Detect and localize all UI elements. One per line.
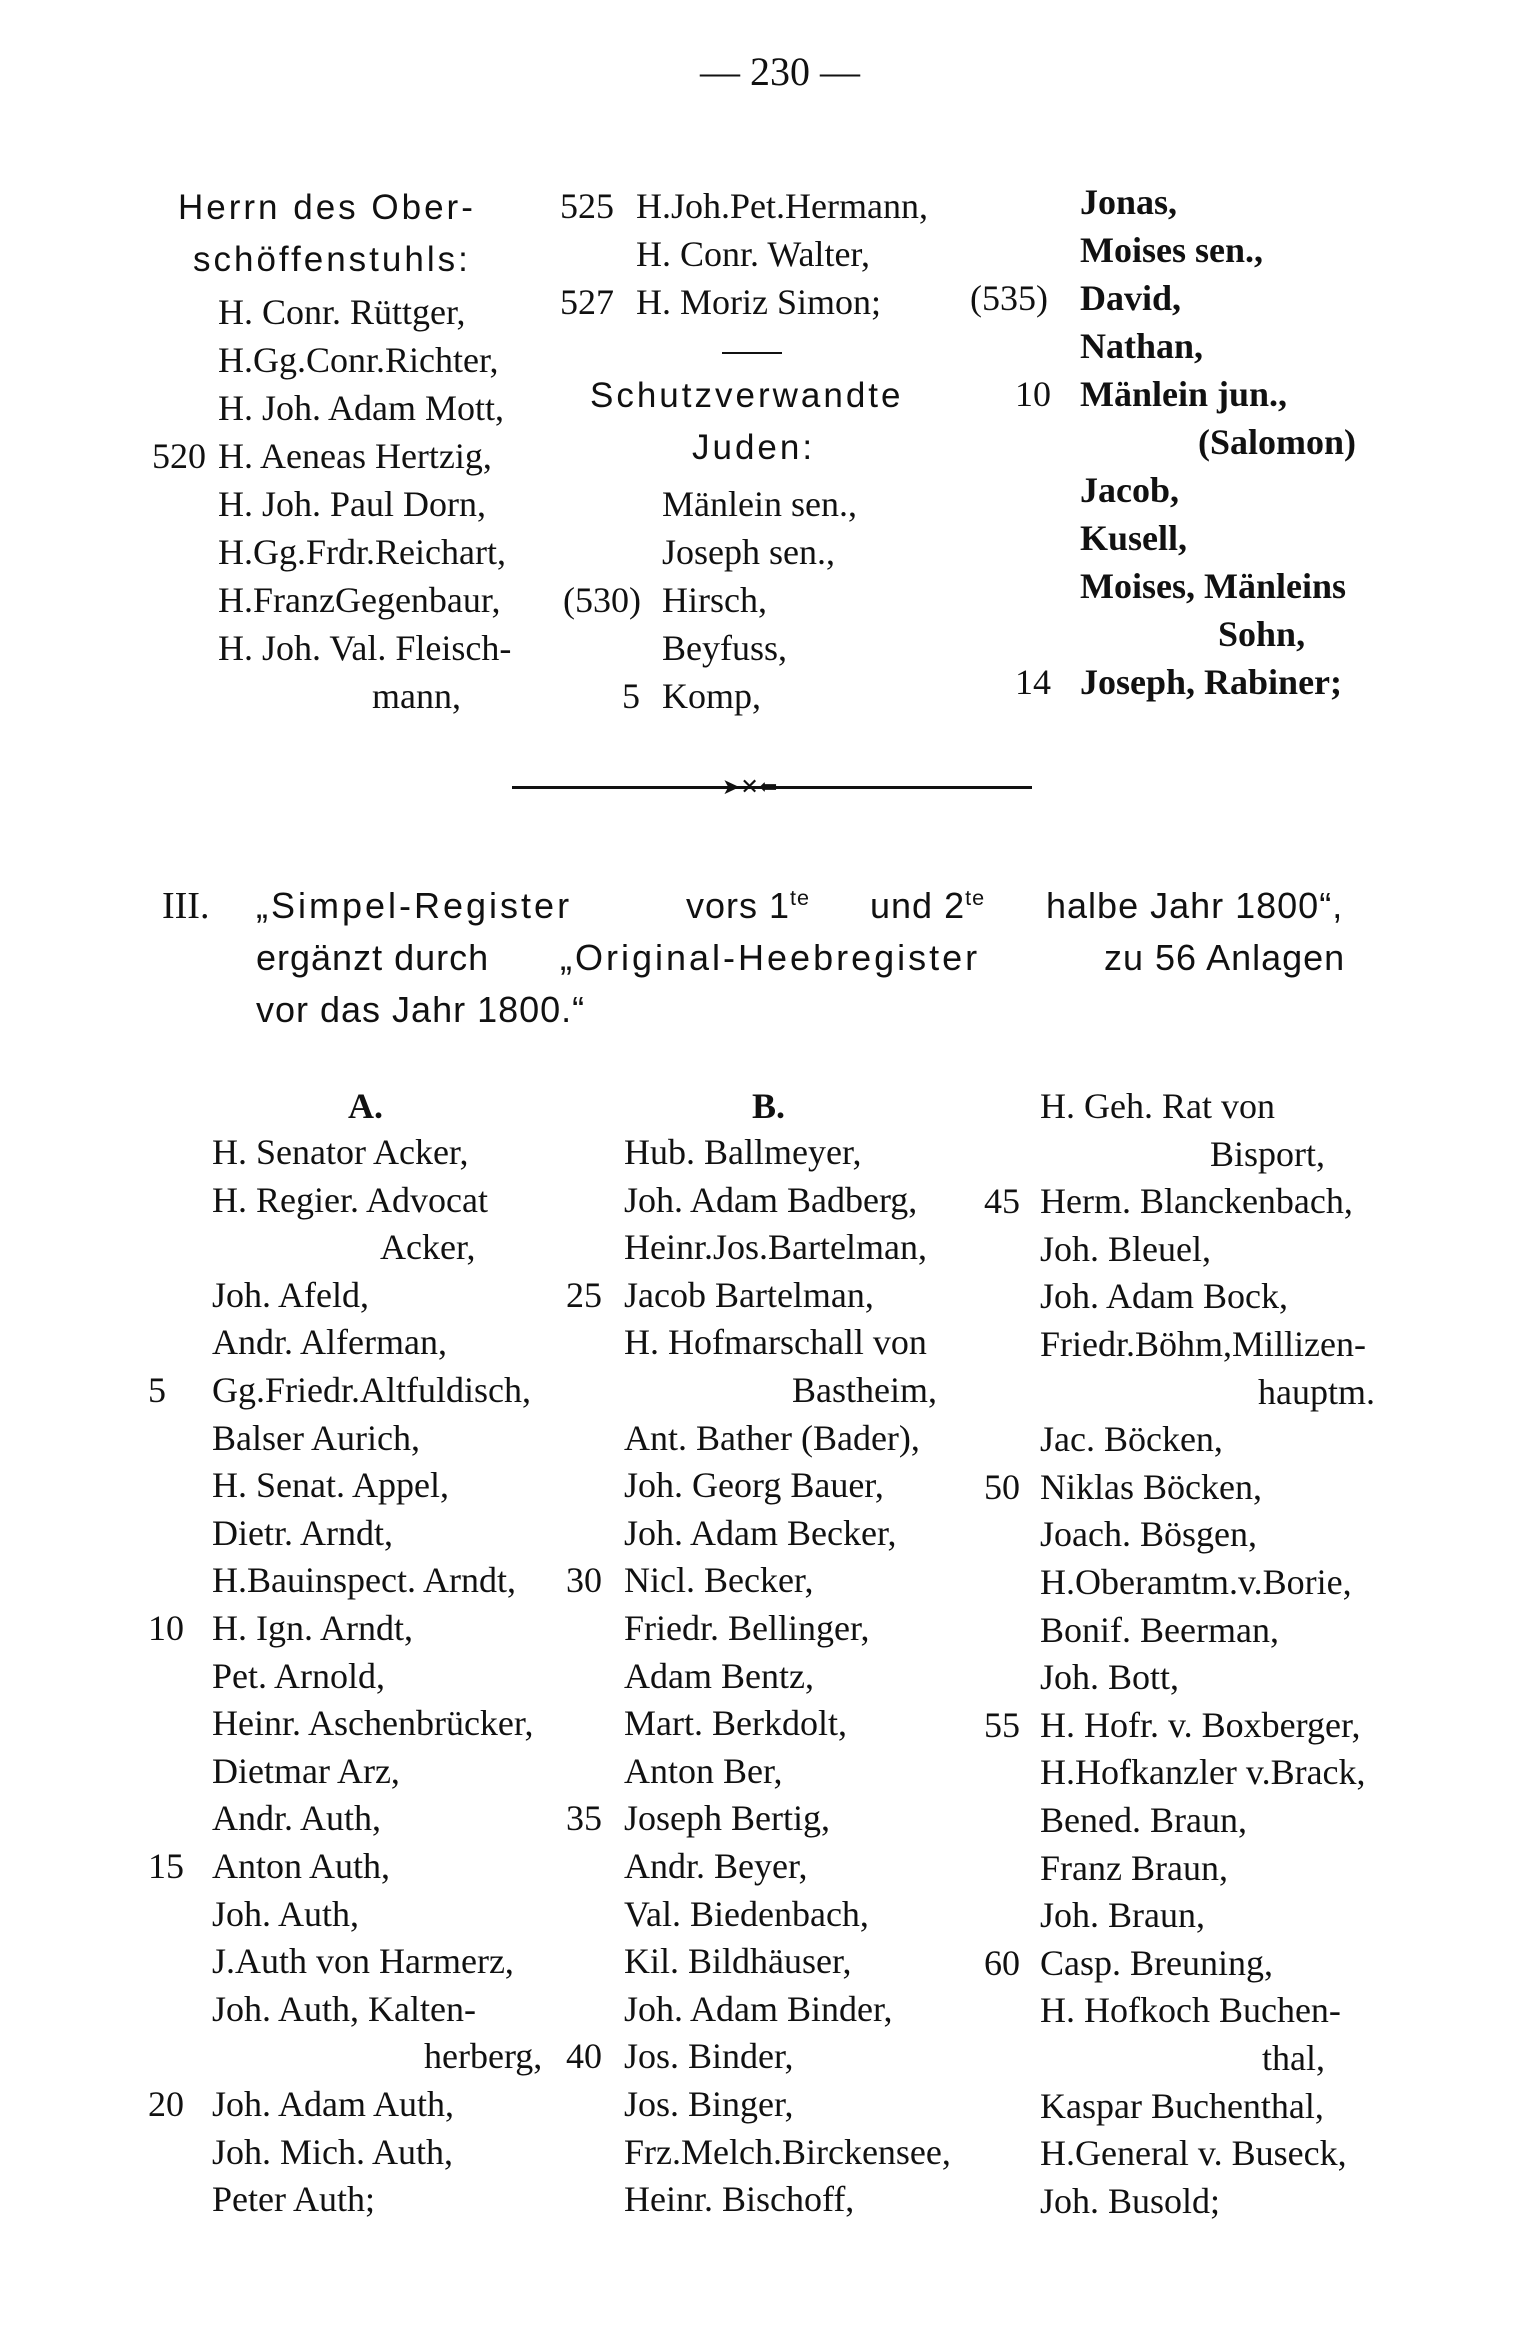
col3-line: Mänlein jun., bbox=[1080, 374, 1288, 414]
register-entry: H.Hofkanzler v.Brack, bbox=[1040, 1752, 1366, 1793]
register-entry: H. Regier. Advocat bbox=[212, 1179, 488, 1220]
section-title-part: ergänzt durch bbox=[256, 937, 490, 978]
col2-line-number: 525 bbox=[560, 186, 614, 226]
register-entry: Mart. Berkdolt, bbox=[624, 1703, 847, 1744]
page-number: — 230 — bbox=[700, 49, 860, 94]
line-number: 60 bbox=[984, 1942, 1020, 1983]
section-text: und 2 bbox=[870, 885, 966, 926]
register-entry: H.Oberamtm.v.Borie, bbox=[1040, 1562, 1352, 1602]
col1-line-number: 520 bbox=[152, 436, 206, 476]
register-entry: Friedr. Bellinger, bbox=[624, 1608, 870, 1648]
register-entry: Joh. Afeld, bbox=[212, 1274, 369, 1315]
register-entry: H.Bauinspect. Arndt, bbox=[212, 1560, 516, 1601]
col3-line: Jacob, bbox=[1080, 470, 1179, 510]
divider-ornament-icon: ➤✕⬅ bbox=[722, 774, 778, 799]
register-entry: Val. Biedenbach, bbox=[624, 1893, 869, 1934]
register-entry: Gg.Friedr.Altfuldisch, bbox=[212, 1370, 531, 1410]
register-entry: Ant. Bather (Bader), bbox=[624, 1417, 920, 1458]
register-entry: Frz.Melch.Birckensee, bbox=[624, 2131, 951, 2172]
register-entry: Dietmar Arz, bbox=[212, 1750, 400, 1791]
col2-subheading-1: Schutzverwandte bbox=[590, 376, 904, 415]
register-entry: Kil. Bildhäuser, bbox=[624, 1941, 852, 1982]
register-entry: Andr. Auth, bbox=[212, 1798, 382, 1839]
register-entry: Anton Ber, bbox=[624, 1750, 783, 1791]
col1-line: H. Aeneas Hertzig, bbox=[218, 436, 492, 476]
section-title-part bbox=[686, 882, 810, 930]
register-entry: J.Auth von Harmerz, bbox=[212, 1941, 514, 1982]
register-entry: H. Hofmarschall von bbox=[624, 1322, 927, 1363]
line-number: 20 bbox=[148, 2084, 184, 2124]
section-title-part: „Original-Heebregister bbox=[560, 937, 981, 978]
section-title-part: vor das Jahr 1800.“ bbox=[256, 989, 586, 1030]
register-entry: Joh. Georg Bauer, bbox=[624, 1465, 884, 1506]
section-title-part: halbe Jahr 1800“, bbox=[1046, 885, 1344, 926]
register-entry: Herm. Blanckenbach, bbox=[1040, 1181, 1353, 1222]
col2-subheading-2: Juden: bbox=[692, 428, 816, 467]
line-number: 30 bbox=[566, 1560, 602, 1601]
col3-line: Nathan, bbox=[1080, 326, 1204, 366]
line-number: 15 bbox=[148, 1846, 184, 1886]
register-entry: H. Ign. Arndt, bbox=[212, 1608, 413, 1648]
register-entry: Joh. Adam Bock, bbox=[1040, 1276, 1288, 1317]
column-b-heading: B. bbox=[752, 1086, 786, 1126]
line-number: 10 bbox=[148, 1608, 184, 1648]
col2-line: H. Conr. Walter, bbox=[636, 234, 870, 274]
col3-line-number: (535) bbox=[970, 278, 1048, 318]
col3-line: David, bbox=[1080, 278, 1182, 318]
register-entry: Bisport, bbox=[1210, 1133, 1326, 1174]
col2-line: Beyfuss, bbox=[662, 628, 787, 668]
line-number: 55 bbox=[984, 1704, 1020, 1745]
column-a-heading: A. bbox=[348, 1086, 383, 1126]
col1-line: mann, bbox=[372, 676, 461, 716]
register-entry: Joh. Auth, Kalten- bbox=[212, 1988, 476, 2029]
register-entry: Dietr. Arndt, bbox=[212, 1512, 393, 1553]
line-number: 50 bbox=[984, 1466, 1020, 1507]
register-entry: Heinr. Bischoff, bbox=[624, 2179, 855, 2220]
register-entry: Andr. Beyer, bbox=[624, 1846, 808, 1886]
superscript: te bbox=[790, 885, 811, 910]
register-entry: thal, bbox=[1262, 2038, 1325, 2078]
col2-line-number: 527 bbox=[560, 282, 614, 322]
register-entry: Joh. Adam Becker, bbox=[624, 1512, 897, 1553]
col3-line: Moises, Mänleins bbox=[1080, 566, 1346, 606]
register-entry: H. Senator Acker, bbox=[212, 1132, 469, 1172]
register-entry: Balser Aurich, bbox=[212, 1417, 420, 1458]
register-entry: Joh. Adam Badberg, bbox=[624, 1179, 918, 1220]
col3-line-number: 14 bbox=[1015, 662, 1051, 702]
register-entry: Heinr.Jos.Bartelman, bbox=[624, 1227, 927, 1268]
superscript: te bbox=[965, 885, 986, 910]
register-entry: Jos. Binger, bbox=[624, 2084, 794, 2124]
register-entry: H.General v. Buseck, bbox=[1040, 2133, 1347, 2174]
line-number: 45 bbox=[984, 1181, 1020, 1222]
register-entry: Casp. Breuning, bbox=[1040, 1942, 1273, 1983]
register-entry: Nicl. Becker, bbox=[624, 1560, 814, 1601]
register-entry: Kaspar Buchenthal, bbox=[1040, 2085, 1324, 2126]
section-title-part: zu 56 Anlagen bbox=[1104, 937, 1346, 978]
register-entry: Bened. Braun, bbox=[1040, 1800, 1247, 1840]
register-entry: Franz Braun, bbox=[1040, 1847, 1228, 1888]
register-entry: Friedr.Böhm,Millizen- bbox=[1040, 1324, 1366, 1364]
col1-heading-1: Herrn des Ober- bbox=[178, 188, 476, 227]
col3-line: (Salomon) bbox=[1198, 422, 1357, 462]
col2-line-number: (530) bbox=[563, 580, 641, 620]
line-number: 35 bbox=[566, 1798, 602, 1839]
col2-line: Mänlein sen., bbox=[662, 484, 857, 524]
register-entry: Joh. Adam Binder, bbox=[624, 1988, 893, 2029]
col3-line: Moises sen., bbox=[1080, 230, 1263, 270]
line-number: 5 bbox=[148, 1370, 166, 1410]
register-entry: Jac. Böcken, bbox=[1040, 1419, 1223, 1460]
col2-line: Joseph sen., bbox=[662, 532, 835, 572]
section-text: vors 1 bbox=[686, 885, 791, 926]
col1-line: H.FranzGegenbaur, bbox=[218, 580, 501, 620]
register-entry: hauptm. bbox=[1258, 1371, 1375, 1412]
register-entry: H. Hofkoch Buchen- bbox=[1040, 1990, 1341, 2031]
col2-line: H. Moriz Simon; bbox=[636, 282, 882, 322]
register-entry: H. Senat. Appel, bbox=[212, 1465, 449, 1506]
col2-line-number: 5 bbox=[622, 676, 640, 716]
short-dash-divider bbox=[722, 352, 782, 354]
register-entry: Joh. Mich. Auth, bbox=[212, 2131, 454, 2172]
section-roman-numeral: III. bbox=[162, 885, 210, 927]
col3-line: Jonas, bbox=[1080, 182, 1178, 222]
register-entry: Pet. Arnold, bbox=[212, 1655, 386, 1696]
line-number: 40 bbox=[566, 2036, 602, 2077]
register-entry: Jos. Binder, bbox=[624, 2036, 794, 2077]
col3-line: Kusell, bbox=[1080, 518, 1188, 558]
register-entry: Heinr. Aschenbrücker, bbox=[212, 1703, 534, 1744]
col3-line-number: 10 bbox=[1015, 374, 1051, 414]
col1-line: H. Conr. Rüttger, bbox=[218, 292, 466, 332]
register-entry: Bonif. Beerman, bbox=[1040, 1609, 1279, 1650]
col2-line: Hirsch, bbox=[662, 580, 767, 620]
register-entry: Joh. Bleuel, bbox=[1040, 1228, 1211, 1269]
register-entry: Joh. Braun, bbox=[1040, 1895, 1205, 1936]
section-title-part: „Simpel-Register bbox=[256, 885, 573, 926]
col1-line: H. Joh. Adam Mott, bbox=[218, 388, 505, 428]
register-entry: Joh. Busold; bbox=[1040, 2180, 1221, 2221]
line-number: 25 bbox=[566, 1274, 602, 1315]
section-title-part bbox=[870, 882, 985, 930]
col2-line: Komp, bbox=[662, 676, 761, 716]
col1-heading-2: schöffenstuhls: bbox=[193, 240, 471, 279]
register-entry: H. Geh. Rat von bbox=[1040, 1086, 1275, 1126]
register-entry: Adam Bentz, bbox=[624, 1655, 814, 1696]
col1-line: H. Joh. Paul Dorn, bbox=[218, 484, 486, 524]
col3-line: Sohn, bbox=[1218, 614, 1306, 654]
register-entry: Niklas Böcken, bbox=[1040, 1466, 1262, 1507]
col1-line: H.Gg.Conr.Richter, bbox=[218, 340, 499, 380]
register-entry: H. Hofr. v. Boxberger, bbox=[1040, 1704, 1361, 1745]
col2-line: H.Joh.Pet.Hermann, bbox=[636, 186, 928, 226]
col3-line: Joseph, Rabiner; bbox=[1080, 662, 1343, 702]
register-entry: Joh. Bott, bbox=[1040, 1657, 1180, 1698]
register-entry: Jacob Bartelman, bbox=[624, 1274, 874, 1315]
register-entry: Joh. Auth, bbox=[212, 1893, 360, 1934]
col1-line: H.Gg.Frdr.Reichart, bbox=[218, 532, 506, 572]
register-entry: Hub. Ballmeyer, bbox=[624, 1132, 862, 1172]
register-entry: Andr. Alferman, bbox=[212, 1322, 447, 1363]
col1-line: H. Joh. Val. Fleisch- bbox=[218, 628, 512, 668]
register-entry: Joach. Bösgen, bbox=[1040, 1514, 1257, 1555]
register-entry: Bastheim, bbox=[792, 1370, 937, 1410]
register-entry: Anton Auth, bbox=[212, 1846, 391, 1886]
register-entry: Joseph Bertig, bbox=[624, 1798, 830, 1839]
register-entry: herberg, bbox=[424, 2036, 543, 2077]
register-entry: Acker, bbox=[380, 1227, 476, 1268]
register-entry: Peter Auth; bbox=[212, 2179, 375, 2220]
register-entry: Joh. Adam Auth, bbox=[212, 2084, 455, 2124]
